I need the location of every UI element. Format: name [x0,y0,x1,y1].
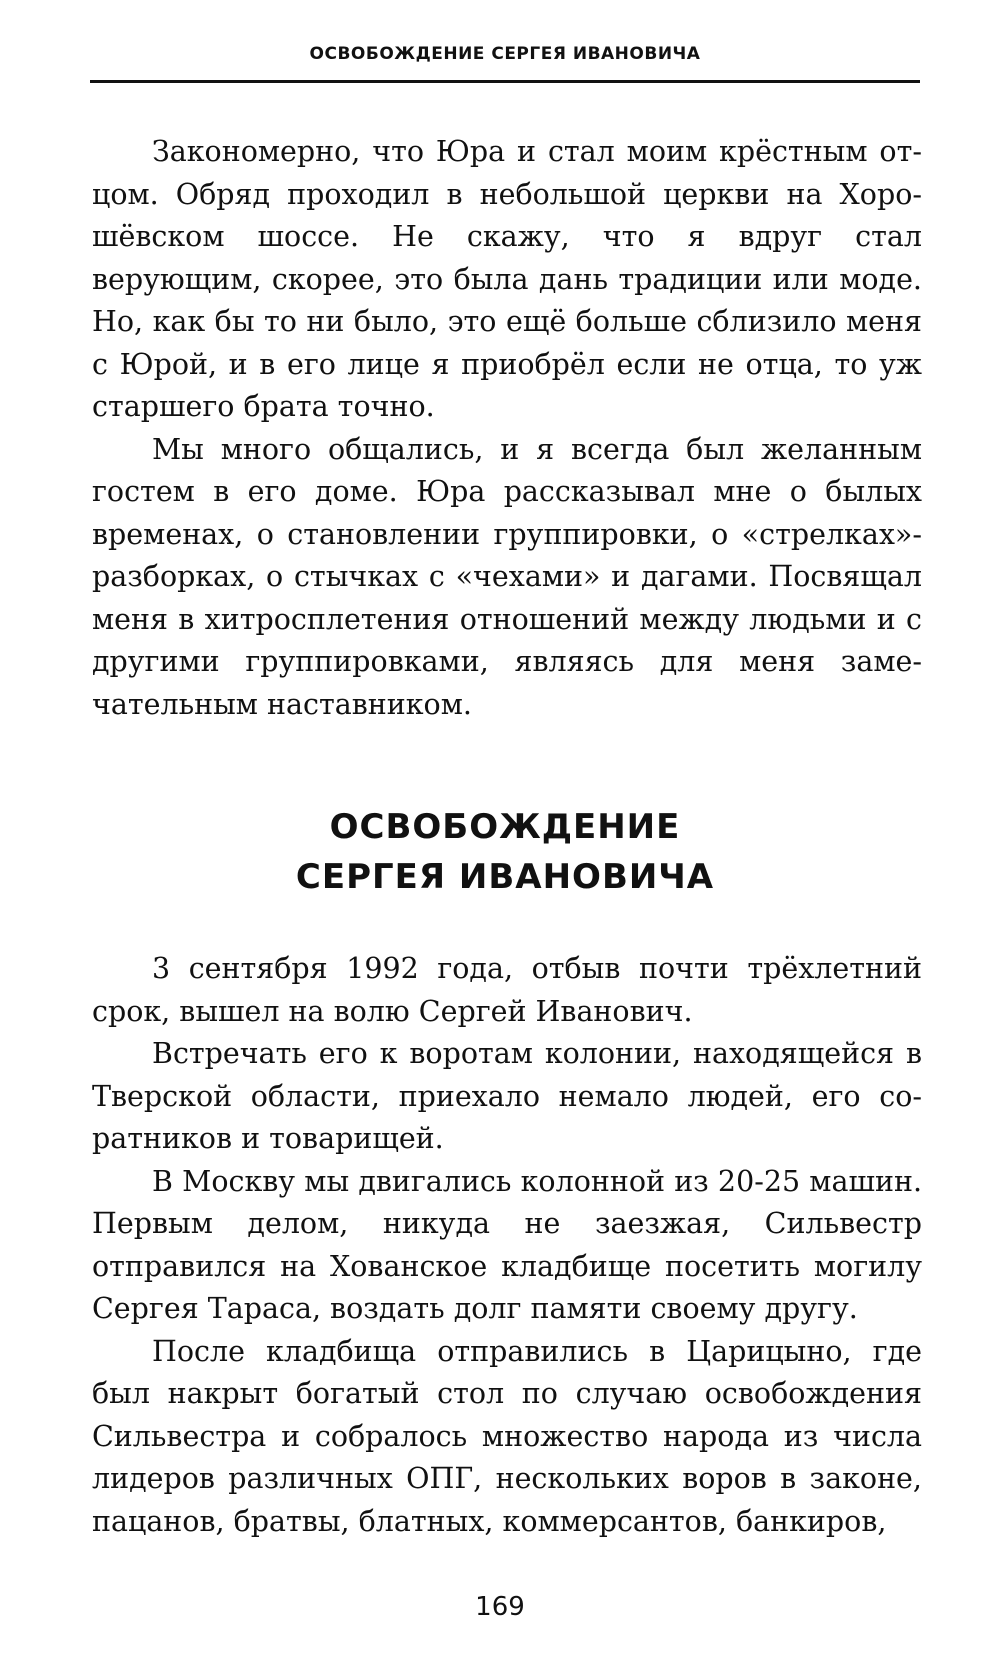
header-rule [90,80,920,83]
section-title [90,802,920,902]
running-head: ОСВОБОЖДЕНИЕ СЕРГЕЯ ИВАНОВИЧА [309,44,701,64]
paragraph: Мы много общались, и я всегда был желанным гостем в его доме. Юра рассказывал мне о былых временах, о становлении группировки, о «стрелках»-разборках, о стычках с «чехами» и дагами. Посвящал меня в хитросплетения отношений между людьми и с другими группировками, являясь для меня замечательным наставником. [92,432,922,721]
paragraph: 3 сентября 1992 года, отбыв почти трёхлетний срок, вышел на волю Сергей Иванович. [92,952,922,1028]
section-title-line-1: ОСВОБОЖДЕНИЕ [329,807,681,847]
section-title-line-2: СЕРГЕЯ ИВАНОВИЧА [295,857,715,897]
paragraph: Встречать его к воротам колонии, находящейся в Тверской области, приехало немало людей, его соратников и товарищей. [92,1037,922,1155]
text-block-after-section [92,948,922,1543]
paragraph: Закономерно, что Юра и стал моим крёстным отцом. Обряд проходил в небольшой церкви на Хорошёвском шоссе. Не скажу, что я вдруг стал верующим, скорее, это была дань традиции или моде. Но, как бы то ни было, это ещё больше сблизило меня с Юрой, и в его лице я приобрёл если не отца, то уж старшего брата точно. [92,135,922,423]
paragraph: В Москву мы двигались колонной из 20-25 машин. Первым делом, никуда не заезжая, Сильвестр отправился на Хованское кладбище посетить могилу Сергея Тараса, воздать долг памяти своему другу. [92,1164,922,1325]
page-number: 169 [475,1592,525,1622]
paragraph: После кладбища отправились в Царицыно, где был накрыт богатый стол по случаю освобождения Сильвестра и собралось множество народа из числа лидеров различных ОПГ, нескольких воров в законе, пацанов, братвы, блатных, коммерсантов, банкиров, [92,1334,922,1538]
text-block-before-section [92,131,922,726]
